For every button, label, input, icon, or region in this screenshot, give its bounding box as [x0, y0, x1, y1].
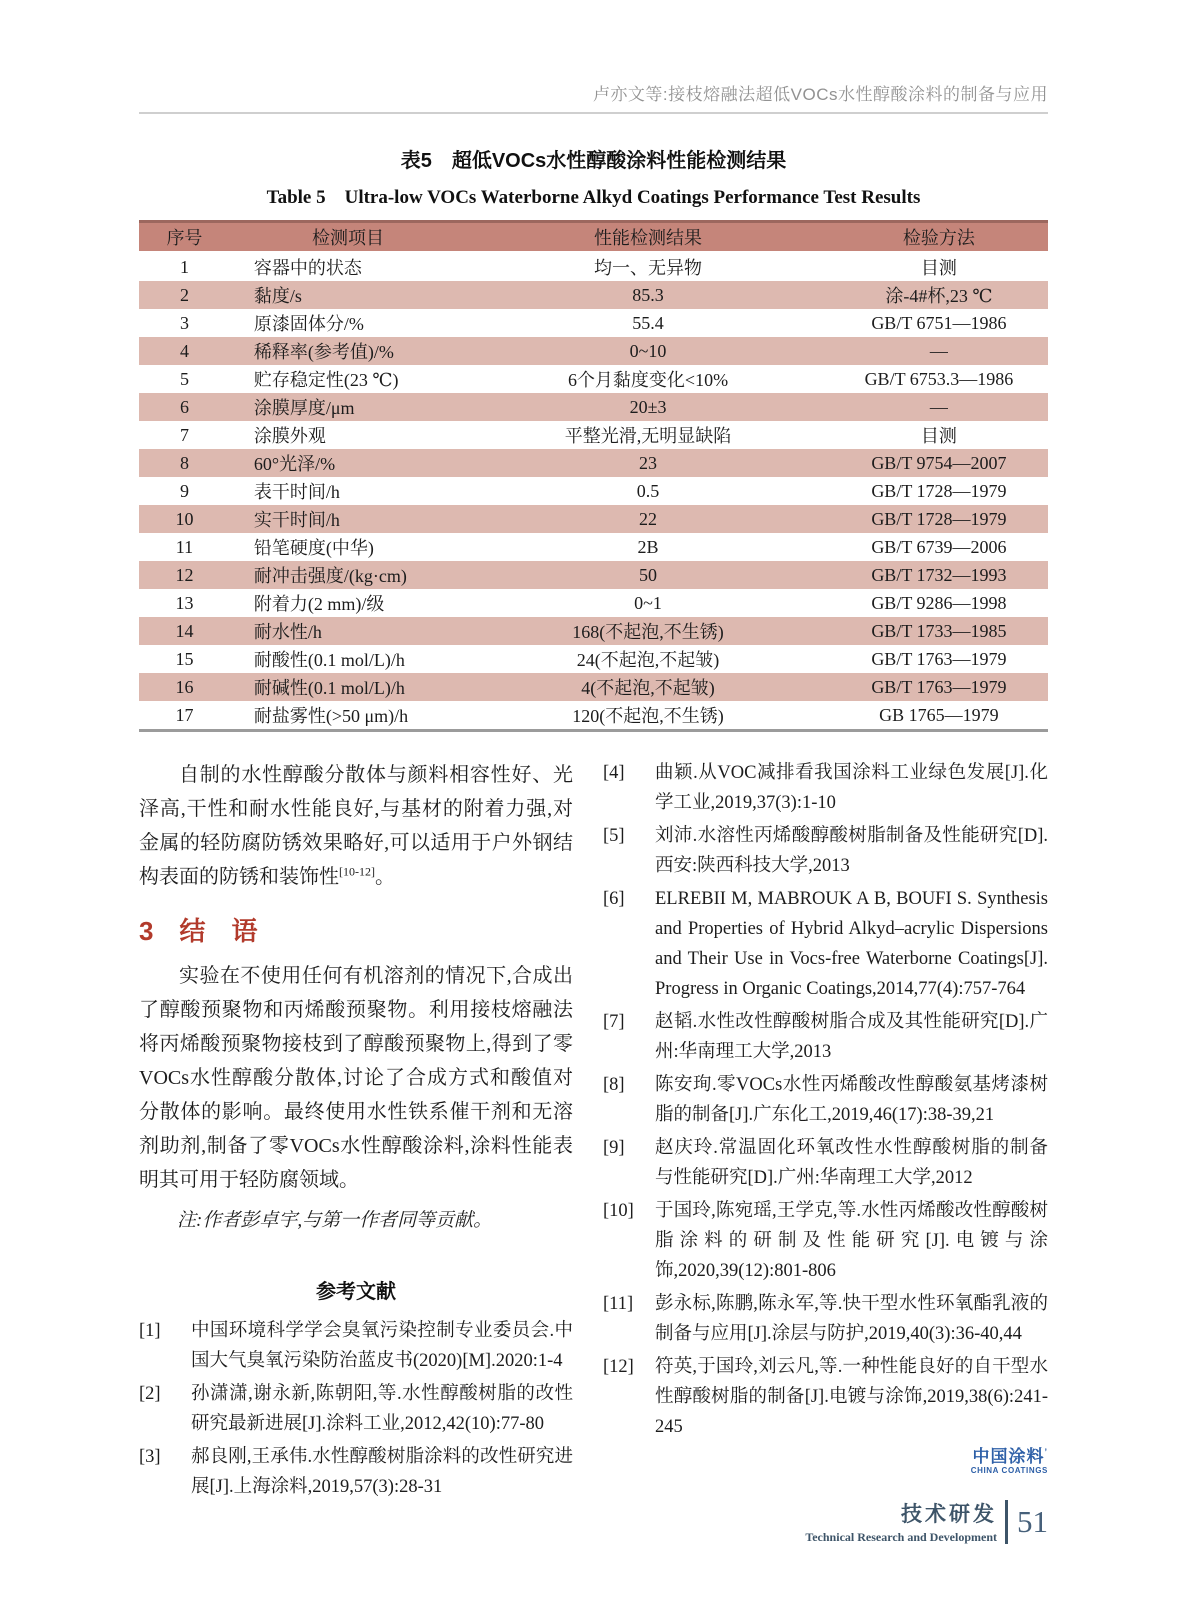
table-row — [139, 533, 1048, 561]
test-method-cell: GB/T 1733—1985 — [871, 620, 1007, 641]
test-result-cell: 均一、无异物 — [594, 258, 703, 278]
reference-text: 孙潇潇,谢永新,陈朝阳,等.水性醇酸树脂的改性研究最新进展[J].涂料工业,2012,42(10):77-80 — [191, 1384, 573, 1434]
test-item-cell: 原漆固体分/% — [253, 314, 364, 334]
test-item-cell: 涂膜外观 — [253, 426, 326, 446]
test-result-cell: 4(不起泡,不起皱) — [581, 678, 715, 698]
reference-text: ELREBII M, MABROUK A B, BOUFI S. Synthesis and Properties of Hybrid Alkyd–acrylic Dispersions and Their Use in Vocs-free Waterborne Coatings[J]. Progress in Organic Coatings,2014,77(4):757-764 — [655, 889, 1048, 999]
test-method-cell: GB/T 9754—2007 — [871, 452, 1007, 473]
test-result-cell: 23 — [639, 452, 658, 473]
discussion-paragraph — [139, 758, 573, 894]
test-method-cell: — — [929, 340, 948, 361]
references-list-right — [603, 758, 1048, 1442]
row-no: 1 — [179, 256, 189, 277]
reference-item — [603, 1352, 1048, 1442]
reference-item — [603, 884, 1048, 1004]
logo-trademark: ’ — [1044, 1447, 1048, 1457]
test-item-cell: 60°光泽/% — [253, 454, 336, 474]
test-method-cell: 涂-4#杯,23 ℃ — [885, 286, 993, 306]
col-header-item: 检测项目 — [230, 222, 466, 253]
logo-name-en: CHINA COATINGS — [970, 1465, 1048, 1475]
reference-text: 中国环境科学学会臭氧污染控制专业委员会.中国大气臭氧污染防治蓝皮书(2020)[M].2020:1-4 — [191, 1321, 573, 1371]
test-method-cell: GB/T 6739—2006 — [871, 536, 1007, 557]
test-result-cell: 55.4 — [632, 312, 664, 333]
citation-superscript: [10-12] — [339, 864, 375, 879]
test-item-cell: 涂膜厚度/μm — [253, 398, 355, 418]
test-result-cell: 0~10 — [629, 340, 667, 361]
performance-table — [139, 220, 1048, 732]
reference-item — [603, 1196, 1048, 1286]
test-result-cell: 120(不起泡,不生锈) — [572, 706, 724, 726]
table-header-row — [139, 222, 1048, 253]
reference-number: [12] — [603, 1357, 634, 1377]
col-header-method: 检验方法 — [830, 222, 1048, 253]
table-row — [139, 645, 1048, 673]
reference-number: [9] — [603, 1138, 625, 1158]
reference-text: 于国玲,陈宛瑶,王学克,等.水性丙烯酸改性醇酸树脂涂料的研制及性能研究[J].电镀与涂饰,2020,39(12):801-806 — [655, 1201, 1048, 1281]
discussion-text: 自制的水性醇酸分散体与颜料相容性好、光泽高,干性和耐水性能良好,与基材的附着力强,对金属的轻防腐防锈效果略好,可以适用于户外钢结构表面的防锈和装饰性 — [139, 764, 573, 888]
test-method-cell: GB/T 1728—1979 — [871, 508, 1007, 529]
reference-item — [603, 1289, 1048, 1349]
test-method-cell: GB/T 6753.3—1986 — [864, 368, 1014, 389]
table-row — [139, 505, 1048, 533]
table-header — [139, 222, 1048, 253]
reference-text: 曲颖.从VOC减排看我国涂料工业绿色发展[J].化学工业,2019,37(3):1-10 — [655, 763, 1048, 813]
test-method-cell: — — [929, 396, 948, 417]
references-list-left — [139, 1316, 573, 1502]
references-heading: 参考文献 — [316, 1281, 396, 1303]
reference-item — [603, 1007, 1048, 1067]
table-row — [139, 421, 1048, 449]
reference-text: 陈安珣.零VOCs水性丙烯酸改性醇酸氨基烤漆树脂的制备[J].广东化工,2019,46(17):38-39,21 — [655, 1075, 1048, 1125]
table-row — [139, 589, 1048, 617]
table-row — [139, 252, 1048, 281]
row-no: 4 — [179, 340, 189, 361]
test-item-cell: 耐酸性(0.1 mol/L)/h — [253, 650, 405, 670]
test-result-cell: 22 — [639, 508, 658, 529]
china-coatings-logo — [603, 1448, 1048, 1475]
table-row — [139, 365, 1048, 393]
page-footer — [805, 1498, 1048, 1545]
running-head: 卢亦文等:接枝熔融法超低VOCs水性醇酸涂料的制备与应用 — [592, 85, 1048, 104]
reference-number: [3] — [139, 1447, 161, 1467]
row-no: 16 — [175, 676, 194, 697]
test-method-cell: GB/T 1728—1979 — [871, 480, 1007, 501]
test-result-cell: 168(不起泡,不生锈) — [572, 622, 724, 642]
test-result-cell: 0~1 — [634, 592, 662, 613]
row-no: 17 — [175, 704, 194, 725]
reference-number: [8] — [603, 1075, 625, 1095]
right-column — [603, 758, 1048, 1505]
row-no: 6 — [179, 396, 189, 417]
test-item-cell: 铅笔硬度(中华) — [253, 538, 374, 558]
reference-text: 赵庆玲.常温固化环氧改性水性醇酸树脂的制备与性能研究[D].广州:华南理工大学,2012 — [655, 1138, 1048, 1188]
row-no: 14 — [175, 620, 194, 641]
test-method-cell: GB/T 1763—1979 — [871, 648, 1007, 669]
test-method-cell: GB/T 6751—1986 — [871, 312, 1007, 333]
reference-number: [1] — [139, 1321, 161, 1341]
row-no: 9 — [179, 480, 189, 501]
table-row — [139, 477, 1048, 505]
reference-item — [603, 1070, 1048, 1130]
performance-table-body — [139, 252, 1048, 731]
test-result-cell: 85.3 — [632, 284, 664, 305]
table-row — [139, 673, 1048, 701]
test-result-cell: 0.5 — [636, 480, 660, 501]
reference-item — [603, 821, 1048, 881]
reference-item — [603, 758, 1048, 818]
table-row — [139, 309, 1048, 337]
col-header-no: 序号 — [139, 222, 230, 253]
table-title-en: Table 5 Ultra-low VOCs Waterborne Alkyd Coatings Performance Test Results — [266, 187, 921, 208]
reference-text: 符英,于国玲,刘云凡,等.一种性能良好的自干型水性醇酸树脂的制备[J].电镀与涂饰,2019,38(6):241-245 — [655, 1357, 1048, 1437]
test-result-cell: 6个月黏度变化<10% — [567, 370, 729, 390]
reference-text: 彭永标,陈鹏,陈永军,等.快干型水性环氧酯乳液的制备与应用[J].涂层与防护,2019,40(3):36-40,44 — [655, 1294, 1048, 1344]
test-result-cell: 50 — [639, 564, 658, 585]
row-no: 3 — [179, 312, 189, 333]
test-result-cell: 24(不起泡,不起皱) — [576, 650, 720, 670]
row-no: 11 — [175, 536, 194, 557]
test-item-cell: 黏度/s — [253, 286, 302, 306]
table-row — [139, 617, 1048, 645]
discussion-text-end: 。 — [375, 866, 395, 888]
header-rule — [139, 112, 1048, 114]
test-method-cell: GB 1765—1979 — [879, 704, 999, 725]
reference-number: [2] — [139, 1384, 161, 1404]
logo-name-zh — [603, 1448, 1048, 1467]
test-item-cell: 实干时间/h — [253, 510, 340, 530]
test-item-cell: 容器中的状态 — [253, 258, 362, 278]
test-item-cell: 附着力(2 mm)/级 — [253, 594, 385, 614]
row-no: 8 — [179, 452, 189, 473]
reference-item — [603, 1133, 1048, 1193]
reference-number: [10] — [603, 1201, 634, 1221]
table-row — [139, 701, 1048, 731]
col-header-result: 性能检测结果 — [466, 222, 830, 253]
reference-item — [139, 1316, 573, 1376]
conclusion-paragraph: 实验在不使用任何有机溶剂的情况下,合成出了醇酸预聚物和丙烯酸预聚物。利用接枝熔融法将丙烯酸预聚物接枝到了醇酸预聚物上,得到了零VOCs水性醇酸分散体,讨论了合成方式和酸值对分散体的影响。最终使用水性铁系催干剂和无溶剂助剂,制备了零VOCs水性醇酸涂料,涂料性能表明其可用于轻防腐领域。 — [139, 965, 573, 1191]
reference-number: [7] — [603, 1012, 625, 1032]
reference-number: [6] — [603, 889, 625, 909]
reference-text: 郝良刚,王承伟.水性醇酸树脂涂料的改性研究进展[J].上海涂料,2019,57(3):28-31 — [191, 1447, 573, 1497]
test-result-cell: 2B — [637, 536, 659, 557]
footer-section-zh: 技术研发 — [901, 1503, 997, 1526]
test-item-cell: 耐碱性(0.1 mol/L)/h — [253, 678, 405, 698]
conclusion-heading: 3 结 语 — [139, 916, 258, 946]
logo-zh-text: 中国涂料 — [972, 1447, 1045, 1466]
test-result-cell: 20±3 — [629, 396, 667, 417]
row-no: 15 — [175, 648, 194, 669]
test-result-cell: 平整光滑,无明显缺陷 — [564, 426, 732, 446]
row-no: 10 — [175, 508, 194, 529]
test-method-cell: GB/T 1763—1979 — [871, 676, 1007, 697]
author-note: 注:作者彭卓宇,与第一作者同等贡献。 — [177, 1210, 493, 1231]
test-item-cell: 贮存稳定性(23 ℃) — [253, 370, 399, 390]
reference-number: [5] — [603, 826, 625, 846]
reference-text: 刘沛.水溶性丙烯酸醇酸树脂制备及性能研究[D].西安:陕西科技大学,2013 — [655, 826, 1048, 876]
row-no: 12 — [175, 564, 194, 585]
table-row — [139, 561, 1048, 589]
test-method-cell: GB/T 9286—1998 — [871, 592, 1007, 613]
left-column — [139, 758, 573, 1505]
table-title-zh: 表5 超低VOCs水性醇酸涂料性能检测结果 — [400, 150, 787, 172]
test-item-cell: 耐冲击强度/(kg·cm) — [253, 566, 407, 586]
table-row — [139, 281, 1048, 309]
test-item-cell: 稀释率(参考值)/% — [253, 342, 394, 362]
test-item-cell: 耐盐雾性(>50 μm)/h — [253, 706, 409, 726]
test-method-cell: 目测 — [920, 258, 957, 278]
table-row — [139, 337, 1048, 365]
reference-text: 赵韬.水性改性醇酸树脂合成及其性能研究[D].广州:华南理工大学,2013 — [655, 1012, 1048, 1062]
row-no: 2 — [179, 284, 189, 305]
test-item-cell: 表干时间/h — [253, 482, 340, 502]
reference-item — [139, 1379, 573, 1439]
table-row — [139, 449, 1048, 477]
test-method-cell: 目测 — [920, 426, 957, 446]
row-no: 7 — [179, 424, 189, 445]
footer-section-en: Technical Research and Development — [805, 1530, 997, 1544]
page-number: 51 — [1017, 1503, 1048, 1539]
test-item-cell: 耐水性/h — [253, 622, 322, 642]
footer-divider — [1005, 1500, 1008, 1544]
test-method-cell: GB/T 1732—1993 — [871, 564, 1007, 585]
table-row — [139, 393, 1048, 421]
row-no: 5 — [179, 368, 189, 389]
reference-number: [4] — [603, 763, 625, 783]
reference-item — [139, 1442, 573, 1502]
reference-number: [11] — [603, 1294, 634, 1314]
row-no: 13 — [175, 592, 194, 613]
